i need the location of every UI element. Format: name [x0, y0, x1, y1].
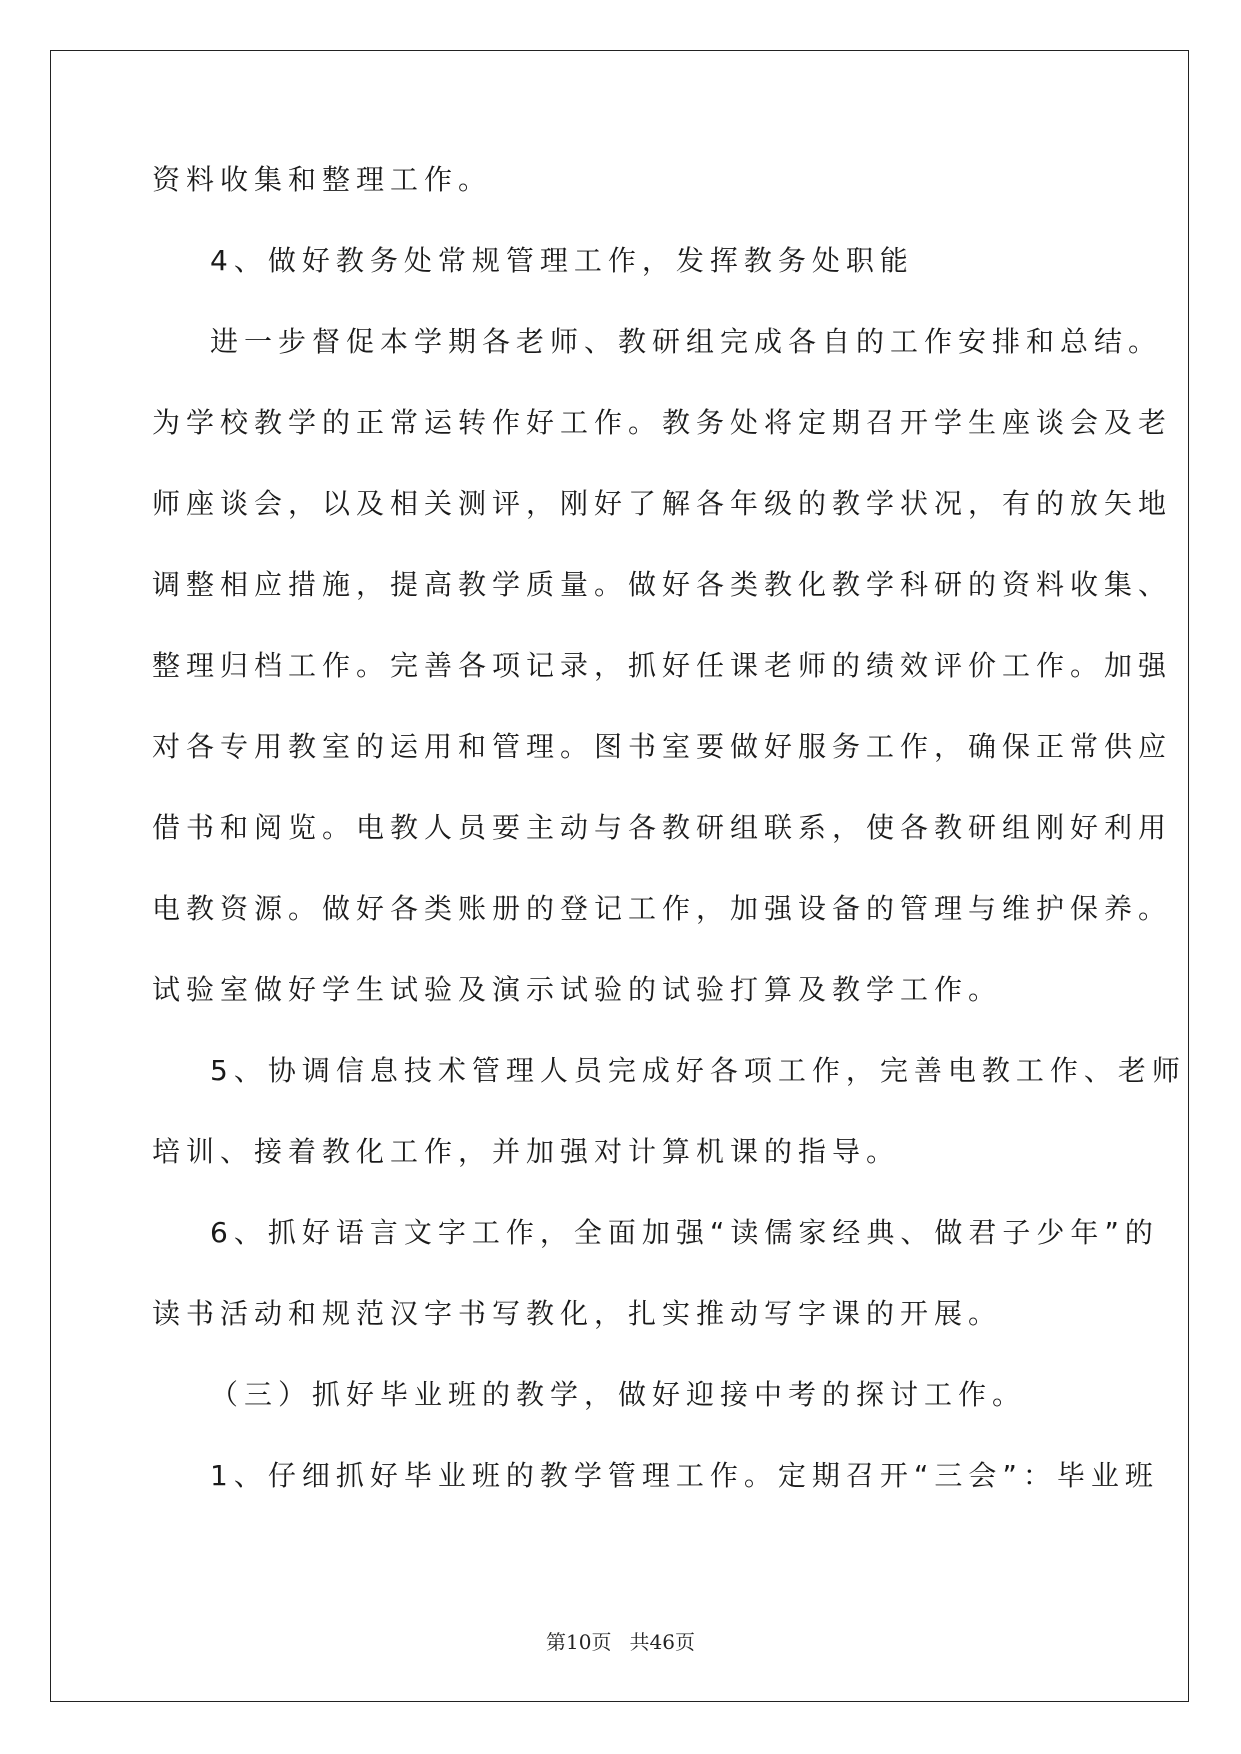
page-footer [0, 1626, 1241, 1655]
text-line: 1、仔细抓好毕业班的教学管理工作。定期召开“三会”：毕业班 [210, 1459, 1159, 1492]
text-line: 为学校教学的正常运转作好工作。教务处将定期召开学生座谈会及老 [152, 406, 1173, 439]
document-body [152, 163, 1186, 1543]
text-line: 试验室做好学生试验及演示试验的试验打算及教学工作。 [152, 973, 1003, 1006]
page-number: 第10页 [546, 1630, 612, 1654]
text-line: 电教资源。做好各类账册的登记工作，加强设备的管理与维护保养。 [152, 892, 1173, 925]
text-line: （三）抓好毕业班的教学，做好迎接中考的探讨工作。 [210, 1378, 1027, 1411]
text-line: 6、抓好语言文字工作，全面加强“读儒家经典、做君子少年”的 [210, 1216, 1159, 1249]
text-line: 师座谈会，以及相关测评，刚好了解各年级的教学状况，有的放矢地 [152, 487, 1173, 520]
text-line: 培训、接着教化工作，并加强对计算机课的指导。 [152, 1135, 901, 1168]
text-line: 5、协调信息技术管理人员完成好各项工作，完善电教工作、老师 [210, 1054, 1186, 1087]
text-line: 资料收集和整理工作。 [152, 163, 493, 196]
text-line: 借书和阅览。电教人员要主动与各教研组联系，使各教研组刚好利用 [152, 811, 1173, 844]
text-line: 调整相应措施，提高教学质量。做好各类教化教学科研的资料收集、 [152, 568, 1173, 601]
page-total: 共46页 [629, 1630, 695, 1654]
text-line: 读书活动和规范汉字书写教化，扎实推动写字课的开展。 [152, 1297, 1003, 1330]
text-line: 进一步督促本学期各老师、教研组完成各自的工作安排和总结。 [210, 325, 1163, 358]
text-line: 对各专用教室的运用和管理。图书室要做好服务工作，确保正常供应 [152, 730, 1173, 763]
text-line: 4、做好教务处常规管理工作，发挥教务处职能 [210, 244, 914, 277]
text-line: 整理归档工作。完善各项记录，抓好任课老师的绩效评价工作。加强 [152, 649, 1173, 682]
